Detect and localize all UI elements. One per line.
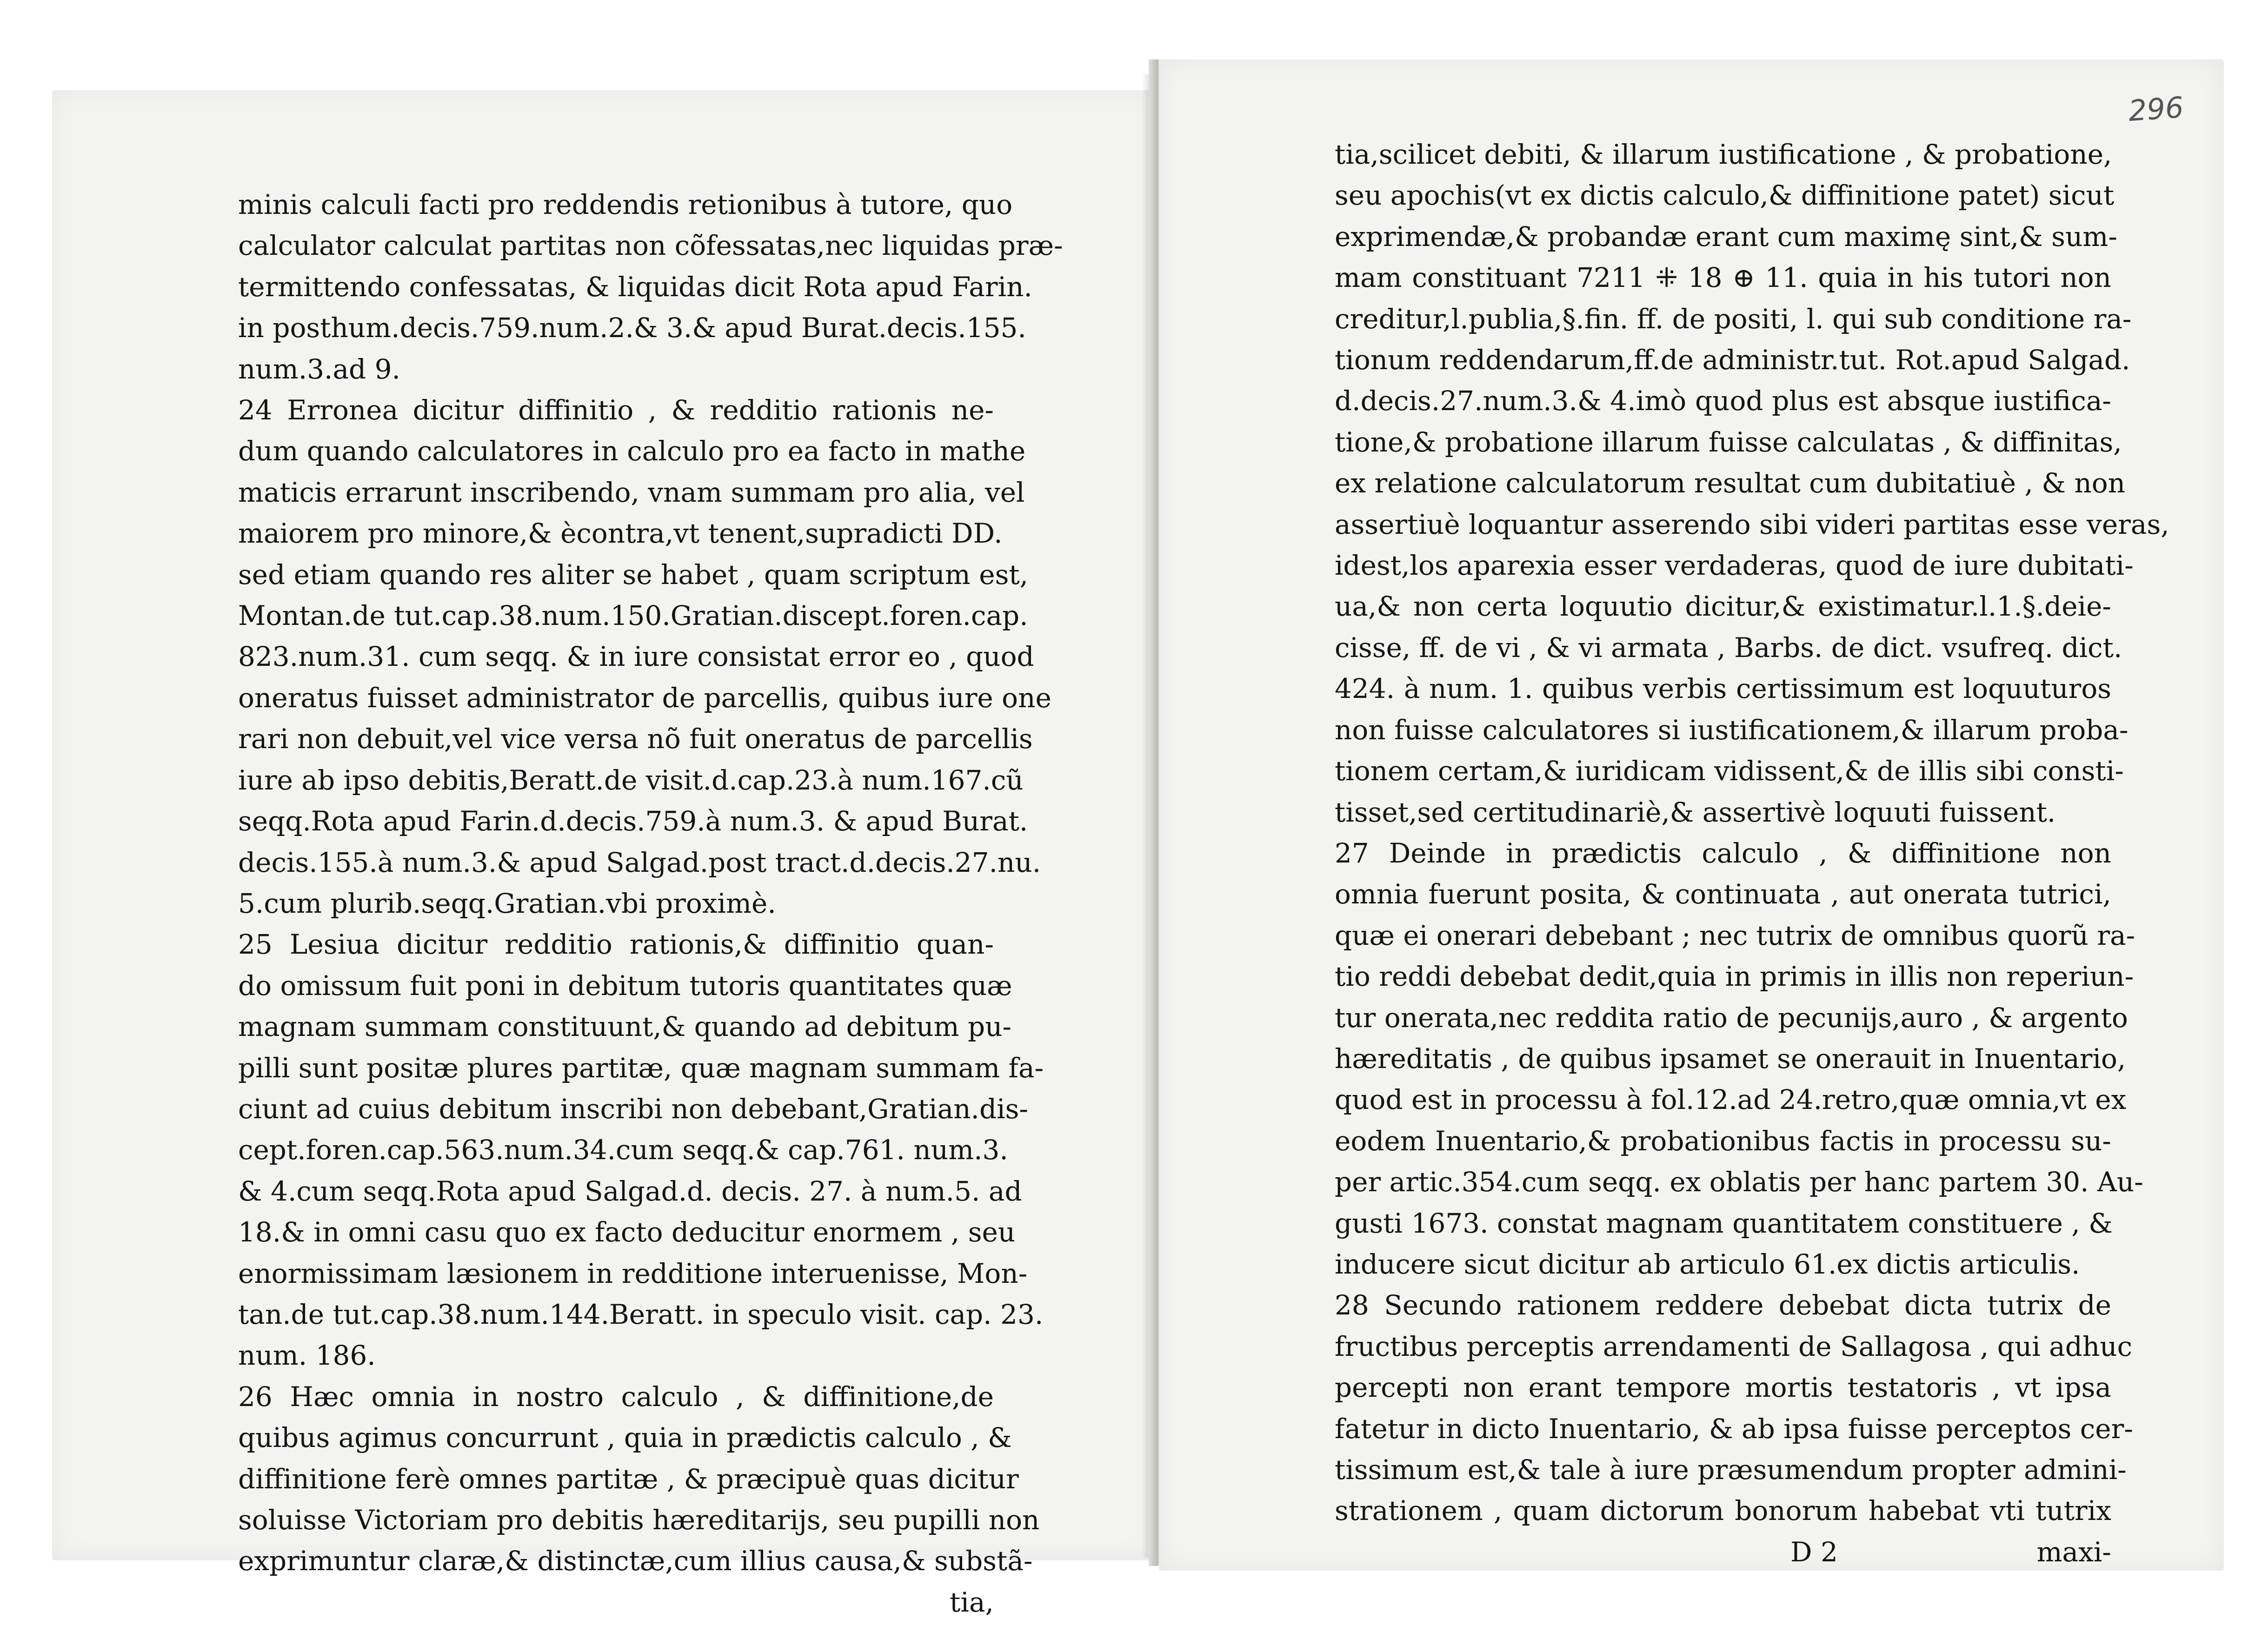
text-line: ciunt ad cuius debitum inscribi non debebant,Gratian.dis- — [238, 1093, 1029, 1125]
text-line: hæreditatis , de quibus ipsamet se onerauit in Inuentario, — [1335, 1042, 2126, 1075]
text-line: maiorem pro minore,& ècontra,vt tenent,supradicti DD. — [238, 517, 1003, 550]
text-line: 24 Erronea dicitur diffinitio , & redditio rationis ne- — [238, 394, 994, 426]
text-line: d.decis.27.num.3.& 4.imò quod plus est absque iustifica- — [1335, 385, 2111, 417]
text-line: non fuisse calculatores si iustificationem,& illarum proba- — [1335, 714, 2128, 746]
text-line: assertiuè loquantur asserendo sibi videri partitas esse veras, — [1335, 508, 2169, 540]
text-line: omnia fuerunt posita, & continuata , aut onerata tutrici, — [1335, 878, 2111, 910]
text-line: num.3.ad 9. — [238, 353, 400, 385]
text-line: num. 186. — [238, 1340, 376, 1372]
text-line: quod est in processu à fol.12.ad 24.retro,quæ omnia,vt ex — [1335, 1084, 2127, 1116]
text-line: & 4.cum seqq.Rota apud Salgad.d. decis. 27. à num.5. ad — [238, 1175, 1022, 1207]
text-line: exprimendæ,& probandæ erant cum maximę sint,& sum- — [1335, 220, 2117, 252]
text-line: tia,scilicet debiti, & illarum iustificatione , & probatione, — [1335, 139, 2112, 170]
text-line: 424. à num. 1. quibus verbis certissimum est loquuturos — [1335, 673, 2111, 705]
text-line: tissimum est,& tale à iure præsumendum propter admini- — [1335, 1454, 2127, 1486]
text-line: cept.foren.cap.563.num.34.cum seqq.& cap.761. num.3. — [238, 1134, 1008, 1166]
catchword: maxi- — [2036, 1536, 2111, 1568]
text-line: tisset,sed certitudinariè,& assertivè loquuti fuissent. — [1335, 796, 2056, 828]
text-line: fructibus perceptis arrendamenti de Sallagosa , qui adhuc — [1335, 1330, 2133, 1362]
text-line: Montan.de tut.cap.38.num.150.Gratian.discept.foren.cap. — [238, 600, 1028, 632]
text-line: 28 Secundo rationem reddere debebat dicta tutrix de — [1335, 1289, 2111, 1321]
page-footer — [1335, 1532, 2111, 1572]
text-line: 823.num.31. cum seqq. & in iure consistat error eo , quod — [238, 641, 1034, 673]
text-line: seu apochis(vt ex dictis calculo,& diffinitione patet) sicut — [1335, 179, 2115, 212]
text-line: in posthum.decis.759.num.2.& 3.& apud Burat.decis.155. — [238, 312, 1026, 344]
text-line: maticis errarunt inscribendo, vnam summam pro alia, vel — [238, 476, 1025, 508]
text-line: creditur,l.publia,§.fin. ff. de positi, l. qui sub conditione ra- — [1335, 303, 2132, 335]
text-line: tionem certam,& iuridicam vidissent,& de illis sibi consti- — [1335, 755, 2124, 787]
text-line: minis calculi facti pro reddendis retionibus à tutore, quo — [238, 189, 1013, 220]
text-line: fatetur in dicto Inuentario, & ab ipsa fuisse perceptos cer- — [1335, 1413, 2133, 1445]
text-line: 25 Lesiua dicitur redditio rationis,& diffinitio quan- — [238, 929, 994, 961]
text-line: diffinitione ferè omnes partitæ , & præcipuè quas dicitur — [238, 1463, 1019, 1495]
right-text-column — [1335, 134, 2169, 1572]
text-line: enormissimam læsionem in redditione interuenisse, Mon- — [238, 1257, 1028, 1289]
text-line: strationem , quam dictorum bonorum habebat vti tutrix — [1335, 1495, 2111, 1527]
folio-number: 296 — [2127, 90, 2185, 128]
text-line: exprimuntur claræ,& distinctæ,cum illius causa,& substã- — [238, 1545, 1033, 1577]
text-line: tur onerata,nec reddita ratio de pecunijs,auro , & argento — [1335, 1002, 2128, 1034]
text-line: idest,los aparexia esser verdaderas, quod de iure dubitati- — [1335, 550, 2134, 582]
text-line: tionum reddendarum,ff.de administr.tut. Rot.apud Salgad. — [1335, 344, 2130, 376]
text-line: inducere sicut dicitur ab articulo 61.ex dictis articulis. — [1335, 1248, 2080, 1280]
text-line: calculator calculat partitas non cõfessatas,nec liquidas præ- — [238, 230, 1063, 262]
text-line: seqq.Rota apud Farin.d.decis.759.à num.3. & apud Burat. — [238, 805, 1028, 837]
text-line: cisse, ff. de vi , & vi armata , Barbs. de dict. vsufreq. dict. — [1335, 631, 2122, 663]
text-line: eodem Inuentario,& probationibus factis in processu su- — [1335, 1125, 2111, 1157]
left-text-column — [238, 184, 1063, 1623]
text-line: 5.cum plurib.seqq.Gratian.vbi proximè. — [238, 887, 776, 919]
text-line: percepti non erant tempore mortis testatoris , vt ipsa — [1335, 1372, 2111, 1404]
text-line: quibus agimus concurrunt , quia in prædictis calculo , & — [238, 1422, 1012, 1454]
text-line: oneratus fuisset administrator de parcellis, quibus iure one — [238, 682, 1051, 714]
text-line: tione,& probatione illarum fuisse calculatas , & diffinitas, — [1335, 426, 2122, 458]
text-line: pilli sunt positæ plures partitæ, quæ magnam summam fa- — [238, 1052, 1044, 1084]
text-line: 18.& in omni casu quo ex facto deducitur enormem , seu — [238, 1216, 1016, 1248]
text-line: termittendo confessatas, & liquidas dicit Rota apud Farin. — [238, 271, 1032, 303]
text-line: mam constituant 7211 ⁜ 18 ⊕ 11. quia in his tutori non — [1335, 262, 2111, 294]
text-line: ua,& non certa loquutio dicitur,& existimatur.l.1.§.deie- — [1335, 590, 2111, 623]
text-line: 26 Hæc omnia in nostro calculo , & diffinitione,de — [238, 1380, 994, 1413]
text-line: ex relatione calculatorum resultat cum dubitatiuè , & non — [1335, 467, 2126, 499]
text-line: magnam summam constituunt,& quando ad debitum pu- — [238, 1011, 1012, 1043]
text-line: iure ab ipso debitis,Beratt.de visit.d.cap.23.à num.167.cũ — [238, 764, 1024, 796]
text-line: do omissum fuit poni in debitum tutoris quantitates quæ — [238, 969, 1012, 1002]
text-line: tan.de tut.cap.38.num.144.Beratt. in speculo visit. cap. 23. — [238, 1298, 1044, 1330]
text-line-continuation: tia, — [950, 1586, 994, 1618]
text-line: quæ ei onerari debebant ; nec tutrix de omnibus quorũ ra- — [1335, 919, 2135, 951]
signature-mark: D 2 — [1790, 1536, 1838, 1568]
text-line: 27 Deinde in prædictis calculo , & diffinitione non — [1335, 837, 2111, 869]
text-line: sed etiam quando res aliter se habet , quam scriptum est, — [238, 558, 1029, 590]
text-line: rari non debuit,vel vice versa nõ fuit oneratus de parcellis — [238, 723, 1033, 755]
text-line: soluisse Victoriam pro debitis hæreditarijs, seu pupilli non — [238, 1504, 1040, 1536]
text-line: per artic.354.cum seqq. ex oblatis per hanc partem 30. Au- — [1335, 1166, 2143, 1198]
text-line: decis.155.à num.3.& apud Salgad.post tract.d.decis.27.nu. — [238, 846, 1041, 878]
text-line: dum quando calculatores in calculo pro ea facto in mathe — [238, 435, 1026, 467]
text-line: tio reddi debebat dedit,quia in primis in illis non reperiun- — [1335, 961, 2134, 993]
text-line: gusti 1673. constat magnam quantitatem constituere , & — [1335, 1207, 2113, 1239]
